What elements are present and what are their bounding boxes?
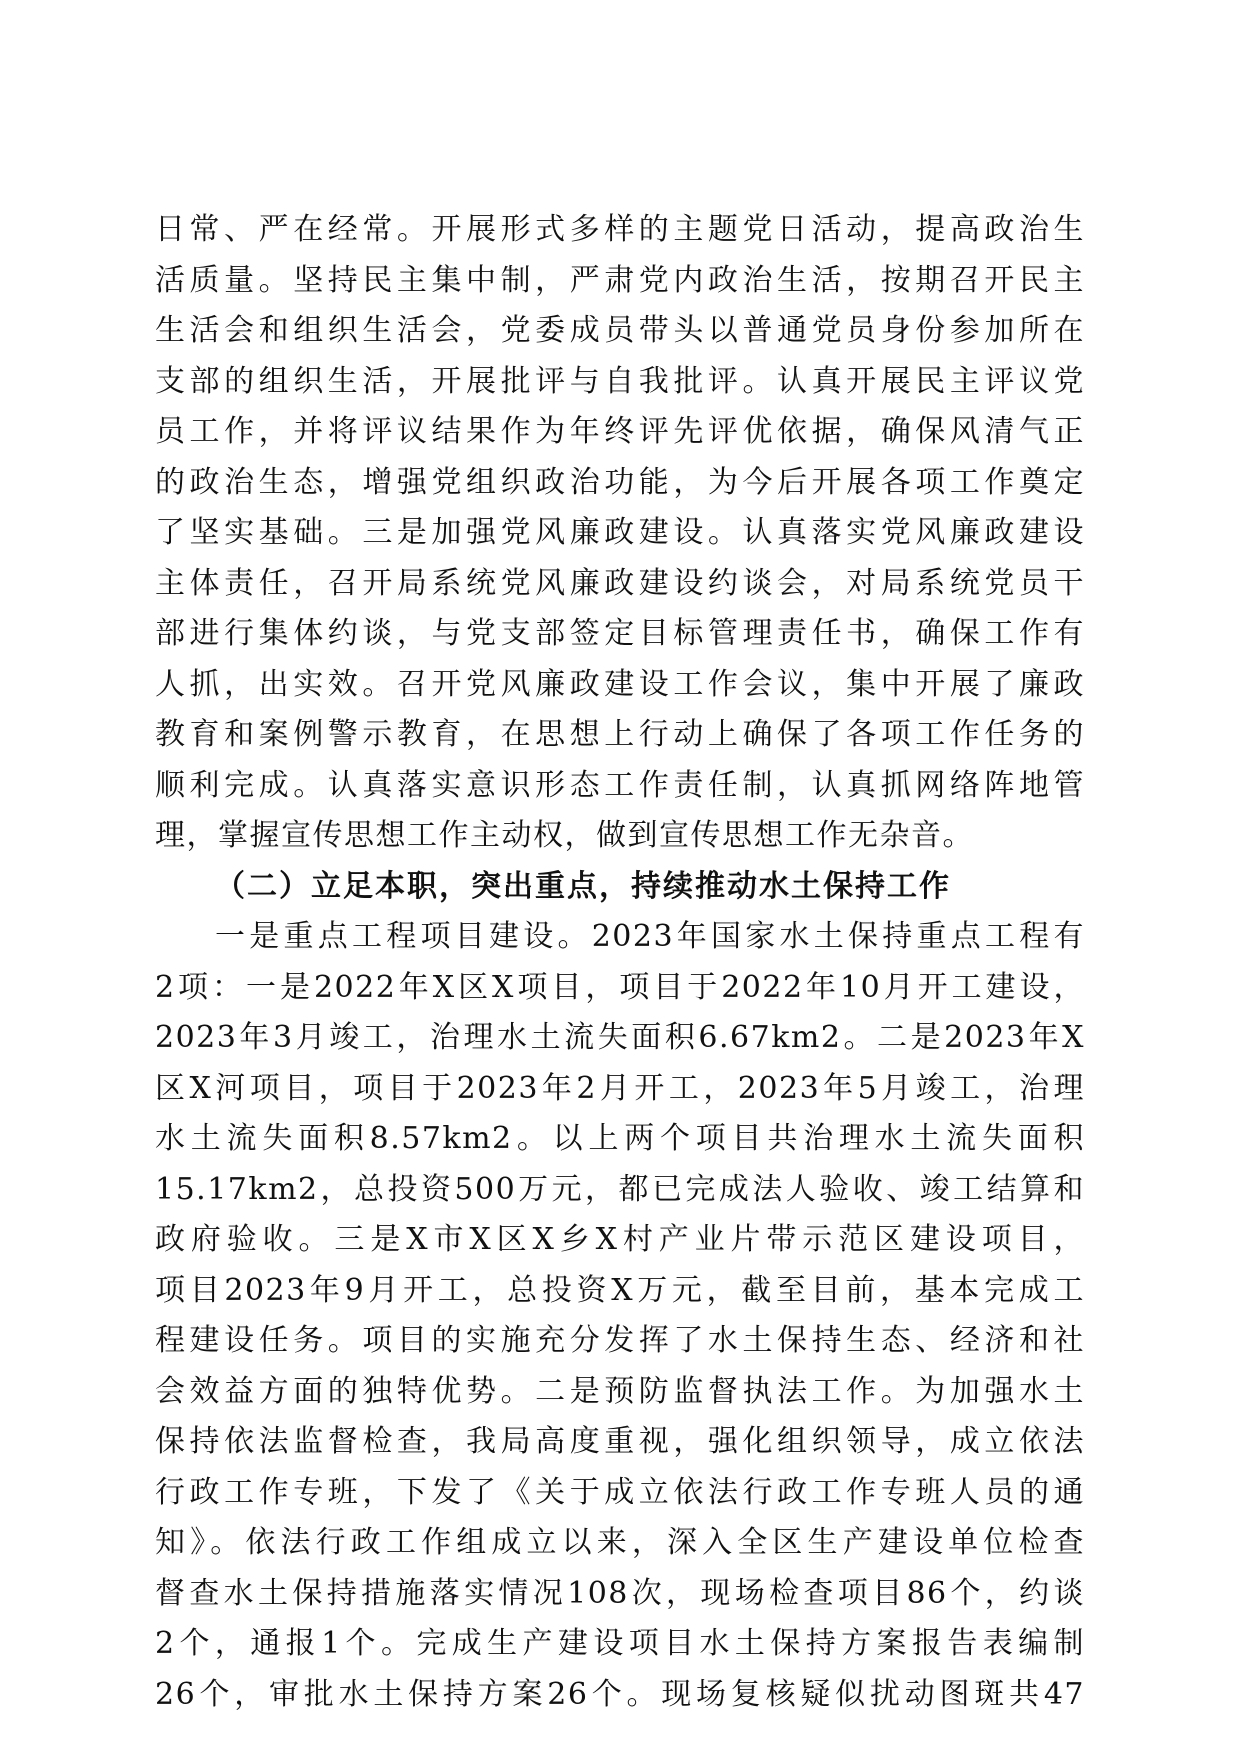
paragraph-line: 项目2023年9月开工，总投资X万元，截至目前，基本完成工 — [155, 1272, 1085, 1308]
paragraph-line: 2023年3月竣工，治理水土流失面积6.67km2。二是2023年X — [155, 1020, 1085, 1055]
paragraph-line: 行政工作专班，下发了《关于成立依法行政工作专班人员的通 — [155, 1474, 1085, 1510]
paragraph-line: 员工作，并将评议结果作为年终评先评优依据，确保风清气正 — [155, 414, 1085, 449]
paragraph-line: 政府验收。三是X市X区X乡X村产业片带示范区建设项目， — [155, 1222, 1085, 1257]
paragraph-line: 区X河项目，项目于2023年2月开工，2023年5月竣工，治理 — [155, 1070, 1085, 1106]
paragraph-soil-conservation — [155, 912, 1085, 1720]
paragraph-line: 知》。依法行政工作组成立以来，深入全区生产建设单位检查 — [155, 1525, 1085, 1560]
paragraph-line: 一是重点工程项目建设。2023年国家水土保持重点工程有 — [215, 919, 1085, 954]
paragraph-line: 顺利完成。认真落实意识形态工作责任制，认真抓网络阵地管 — [155, 767, 1085, 803]
paragraph-line: 人抓，出实效。召开党风廉政建设工作会议，集中开展了廉政 — [155, 666, 1085, 702]
paragraph-line: 生活会和组织生活会，党委成员带头以普通党员身份参加所在 — [155, 313, 1085, 348]
paragraph-line: 理，掌握宣传思想工作主动权，做到宣传思想工作无杂音。 — [155, 818, 974, 853]
paragraph-line: 督查水土保持措施落实情况108次，现场检查项目86个，约谈 — [155, 1575, 1085, 1611]
paragraph-line: 会效益方面的独特优势。二是预防监督执法工作。为加强水土 — [155, 1373, 1085, 1409]
paragraph-line: 的政治生态，增强党组织政治功能，为今后开展各项工作奠定 — [155, 464, 1085, 500]
paragraph-line: 26个，审批水土保持方案26个。现场复核疑似扰动图斑共47 — [155, 1676, 1085, 1712]
section-heading: （二）立足本职，突出重点，持续推动水土保持工作 — [215, 868, 951, 904]
paragraph-line: 水土流失面积8.57km2。以上两个项目共治理水土流失面积 — [155, 1121, 1085, 1156]
paragraph-line: 保持依法监督检查，我局高度重视，强化组织领导，成立依法 — [155, 1424, 1085, 1459]
paragraph-line: 2个，通报1个。完成生产建设项目水土保持方案报告表编制 — [155, 1626, 1085, 1661]
paragraph-line: 支部的组织生活，开展批评与自我批评。认真开展民主评议党 — [155, 363, 1085, 399]
paragraph-line: 2项：一是2022年X区X项目，项目于2022年10月开工建设， — [155, 969, 1085, 1005]
paragraph-line: 主体责任，召开局系统党风廉政建设约谈会，对局系统党员干 — [155, 565, 1085, 601]
paragraph-line: 15.17km2，总投资500万元，都已完成法人验收、竣工结算和 — [155, 1171, 1085, 1207]
paragraph-line: 程建设任务。项目的实施充分发挥了水土保持生态、经济和社 — [155, 1323, 1085, 1358]
paragraph-line: 了坚实基础。三是加强党风廉政建设。认真落实党风廉政建设 — [155, 515, 1085, 550]
paragraph-line: 活质量。坚持民主集中制，严肃党内政治生活，按期召开民主 — [155, 262, 1085, 298]
paragraph-line: 教育和案例警示教育，在思想上行动上确保了各项工作任务的 — [155, 717, 1085, 752]
paragraph-line: 日常、严在经常。开展形式多样的主题党日活动，提高政治生 — [155, 212, 1085, 247]
paragraph-line: 部进行集体约谈，与党支部签定目标管理责任书，确保工作有 — [155, 616, 1085, 651]
paragraph-party-building — [155, 205, 1085, 862]
document-body — [155, 205, 1085, 1720]
